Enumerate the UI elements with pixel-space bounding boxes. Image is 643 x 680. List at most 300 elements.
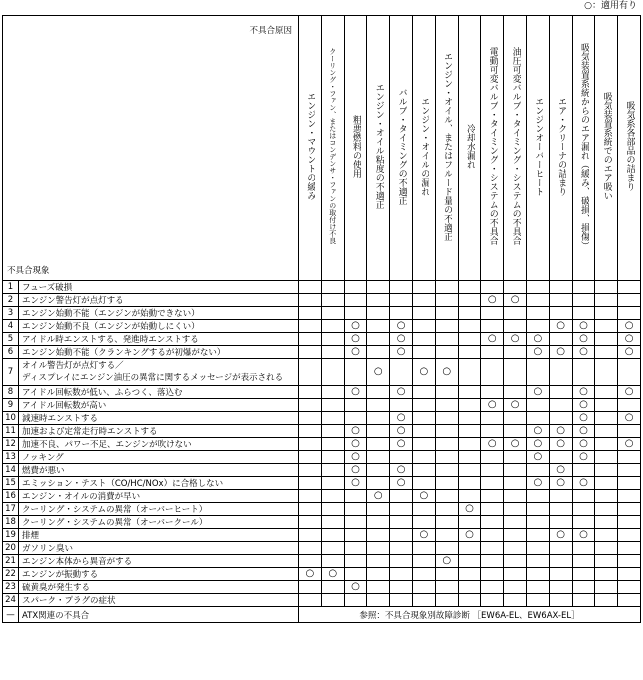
matrix-cell	[595, 594, 618, 607]
cause-column-header	[299, 16, 322, 281]
matrix-cell	[344, 568, 367, 581]
symptom-label: クーリング・システムの異常（オーバークール）	[19, 516, 299, 529]
matrix-cell	[367, 307, 390, 320]
matrix-cell	[458, 464, 481, 477]
symptom-cause-matrix	[2, 15, 641, 623]
applicable-mark-icon: ○	[373, 366, 383, 377]
matrix-cell	[572, 594, 595, 607]
matrix-cell	[321, 281, 344, 294]
matrix-cell	[299, 386, 322, 399]
matrix-cell	[504, 333, 527, 346]
symptom-label-line: ディスプレイにエンジン油圧の異常に関するメッセージが表示される	[22, 373, 284, 383]
symptom-label: 燃費が悪い	[19, 464, 299, 477]
matrix-cell	[299, 503, 322, 516]
matrix-cell	[458, 503, 481, 516]
matrix-cell	[618, 425, 641, 438]
matrix-cell	[435, 346, 458, 359]
applicable-mark-icon: ○	[396, 438, 406, 449]
matrix-cell	[435, 529, 458, 542]
matrix-cell	[390, 359, 413, 386]
matrix-cell	[321, 359, 344, 386]
table-row	[3, 438, 641, 451]
applicable-mark-icon: ○	[396, 333, 406, 344]
header-corner	[3, 16, 299, 281]
matrix-cell	[618, 503, 641, 516]
matrix-cell	[504, 555, 527, 568]
matrix-cell	[367, 359, 390, 386]
matrix-cell	[549, 359, 572, 386]
cause-column-header	[412, 16, 435, 281]
matrix-cell	[412, 451, 435, 464]
matrix-cell	[344, 581, 367, 594]
matrix-cell	[549, 542, 572, 555]
cause-label: エンジン・オイル粘度の不適正	[373, 83, 384, 209]
cause-column-header	[481, 16, 504, 281]
matrix-cell	[481, 490, 504, 503]
matrix-cell	[458, 307, 481, 320]
matrix-cell	[321, 594, 344, 607]
matrix-cell	[344, 412, 367, 425]
matrix-cell	[595, 542, 618, 555]
applicable-mark-icon: ○	[510, 399, 520, 410]
cause-label: エア・クリーナの詰まり	[556, 96, 567, 196]
matrix-cell	[367, 425, 390, 438]
matrix-cell	[526, 320, 549, 333]
matrix-cell	[549, 477, 572, 490]
matrix-cell	[412, 503, 435, 516]
cause-label: エンジンオーバーヒート	[533, 96, 544, 196]
matrix-cell	[412, 555, 435, 568]
matrix-cell	[344, 464, 367, 477]
table-row	[3, 333, 641, 346]
matrix-cell	[344, 425, 367, 438]
applicable-mark-icon: ○	[579, 438, 588, 449]
matrix-cell	[504, 542, 527, 555]
matrix-cell	[435, 294, 458, 307]
matrix-cell	[481, 529, 504, 542]
row-number: 20	[3, 542, 19, 555]
footer-row	[3, 607, 641, 623]
matrix-cell	[549, 516, 572, 529]
matrix-cell	[321, 399, 344, 412]
matrix-cell	[481, 386, 504, 399]
matrix-cell	[618, 333, 641, 346]
matrix-cell	[321, 346, 344, 359]
matrix-cell	[481, 594, 504, 607]
matrix-cell	[504, 477, 527, 490]
matrix-cell	[344, 503, 367, 516]
matrix-cell	[549, 555, 572, 568]
table-row	[3, 503, 641, 516]
matrix-cell	[299, 294, 322, 307]
matrix-cell	[299, 320, 322, 333]
matrix-cell	[367, 281, 390, 294]
matrix-cell	[344, 477, 367, 490]
applicable-mark-icon: ○	[351, 477, 360, 488]
applicable-mark-icon: ○	[510, 333, 520, 344]
matrix-cell	[504, 346, 527, 359]
applicable-mark-icon: ○	[487, 333, 497, 344]
matrix-cell	[618, 320, 641, 333]
matrix-cell	[526, 386, 549, 399]
matrix-cell	[549, 386, 572, 399]
matrix-cell	[390, 529, 413, 542]
matrix-cell	[321, 320, 344, 333]
applicable-mark-icon: ○	[579, 320, 588, 331]
matrix-cell	[526, 594, 549, 607]
matrix-cell	[367, 399, 390, 412]
applicable-mark-icon: ○	[533, 333, 543, 344]
matrix-cell	[618, 346, 641, 359]
cause-column-header	[458, 16, 481, 281]
matrix-cell	[618, 581, 641, 594]
matrix-cell	[526, 412, 549, 425]
matrix-cell	[595, 451, 618, 464]
symptom-label: エミッション・テスト（CO/HC/NOx）に合格しない	[19, 477, 299, 490]
matrix-cell	[526, 281, 549, 294]
matrix-cell	[481, 464, 504, 477]
matrix-cell	[595, 464, 618, 477]
table-row	[3, 386, 641, 399]
row-number: 18	[3, 516, 19, 529]
matrix-cell	[481, 516, 504, 529]
applicable-mark-icon: ○	[624, 386, 634, 397]
table-row	[3, 307, 641, 320]
applicable-mark-icon: ○	[373, 490, 383, 501]
matrix-cell	[435, 464, 458, 477]
matrix-cell	[299, 425, 322, 438]
matrix-cell	[618, 477, 641, 490]
cause-column-header	[595, 16, 618, 281]
applicable-mark-icon: ○	[396, 320, 406, 331]
applicable-mark-icon: ○	[556, 529, 566, 540]
table-row	[3, 529, 641, 542]
table-row	[3, 346, 641, 359]
symptom-label: ATX関連の不具合	[19, 607, 299, 623]
matrix-cell	[504, 529, 527, 542]
matrix-cell	[299, 516, 322, 529]
matrix-cell	[390, 568, 413, 581]
cause-column-header	[321, 16, 344, 281]
table-row	[3, 425, 641, 438]
row-number: 7	[3, 359, 19, 386]
symptom-label: エンジンが振動する	[19, 568, 299, 581]
matrix-cell	[572, 490, 595, 503]
row-number: 5	[3, 333, 19, 346]
row-number: 9	[3, 399, 19, 412]
cause-label: 吸気装置系統でのエア吸い	[601, 92, 612, 200]
matrix-cell	[299, 464, 322, 477]
table-row	[3, 581, 641, 594]
applicable-mark-icon: ○	[351, 451, 360, 462]
matrix-cell	[481, 477, 504, 490]
matrix-cell	[412, 568, 435, 581]
matrix-cell	[344, 320, 367, 333]
matrix-cell	[481, 438, 504, 451]
matrix-cell	[595, 281, 618, 294]
matrix-cell	[435, 399, 458, 412]
matrix-cell	[481, 294, 504, 307]
symptom-label: エンジン始動不能（エンジンが始動できない）	[19, 307, 299, 320]
matrix-cell	[390, 346, 413, 359]
matrix-cell	[344, 333, 367, 346]
matrix-cell	[504, 451, 527, 464]
cause-column-header	[526, 16, 549, 281]
matrix-cell	[458, 320, 481, 333]
matrix-cell	[526, 581, 549, 594]
matrix-cell	[481, 307, 504, 320]
applicable-mark-icon: ○	[351, 333, 360, 344]
matrix-cell	[595, 399, 618, 412]
cause-label: バルブ・タイミングの不適正	[396, 87, 407, 205]
matrix-cell	[390, 451, 413, 464]
matrix-cell	[412, 320, 435, 333]
legend: ○：適用有り	[584, 1, 637, 11]
matrix-cell	[299, 307, 322, 320]
row-number: 17	[3, 503, 19, 516]
matrix-cell	[412, 346, 435, 359]
matrix-cell	[458, 333, 481, 346]
matrix-cell	[549, 281, 572, 294]
matrix-cell	[526, 555, 549, 568]
matrix-cell	[504, 294, 527, 307]
matrix-cell	[618, 464, 641, 477]
matrix-cell	[458, 581, 481, 594]
row-number: 23	[3, 581, 19, 594]
matrix-cell	[390, 294, 413, 307]
matrix-cell	[595, 529, 618, 542]
applicable-mark-icon: ○	[351, 386, 360, 397]
matrix-cell	[412, 412, 435, 425]
applicable-mark-icon: ○	[556, 320, 566, 331]
matrix-cell	[595, 581, 618, 594]
matrix-cell	[549, 464, 572, 477]
matrix-cell	[299, 477, 322, 490]
matrix-cell	[435, 333, 458, 346]
applicable-mark-icon: ○	[533, 438, 543, 449]
matrix-cell	[481, 425, 504, 438]
row-number: 15	[3, 477, 19, 490]
matrix-cell	[367, 594, 390, 607]
matrix-cell	[572, 386, 595, 399]
applicable-mark-icon: ○	[351, 346, 360, 357]
matrix-cell	[344, 359, 367, 386]
symptom-label: アイドル回転数が低い、ふらつく、落込む	[19, 386, 299, 399]
symptom-label: 減速時エンストする	[19, 412, 299, 425]
matrix-cell	[344, 490, 367, 503]
matrix-cell	[435, 516, 458, 529]
matrix-cell	[526, 568, 549, 581]
table-row	[3, 464, 641, 477]
matrix-cell	[504, 307, 527, 320]
matrix-cell	[572, 438, 595, 451]
symptom-label: 硫黄臭が発生する	[19, 581, 299, 594]
matrix-cell	[526, 490, 549, 503]
matrix-cell	[367, 516, 390, 529]
matrix-cell	[549, 594, 572, 607]
matrix-cell	[572, 333, 595, 346]
matrix-cell	[549, 529, 572, 542]
matrix-cell	[367, 464, 390, 477]
applicable-mark-icon: ○	[396, 477, 406, 488]
matrix-cell	[435, 386, 458, 399]
matrix-cell	[390, 281, 413, 294]
matrix-cell	[526, 464, 549, 477]
matrix-cell	[526, 425, 549, 438]
matrix-cell	[321, 464, 344, 477]
matrix-cell	[526, 346, 549, 359]
matrix-cell	[435, 451, 458, 464]
applicable-mark-icon: ○	[556, 425, 566, 436]
matrix-cell	[344, 438, 367, 451]
applicable-mark-icon: ○	[624, 346, 634, 357]
table-row	[3, 399, 641, 412]
matrix-cell	[526, 359, 549, 386]
table-row	[3, 320, 641, 333]
matrix-cell	[618, 359, 641, 386]
applicable-mark-icon: ○	[419, 529, 429, 540]
matrix-cell	[595, 320, 618, 333]
matrix-cell	[412, 425, 435, 438]
matrix-cell	[549, 294, 572, 307]
matrix-cell	[367, 529, 390, 542]
matrix-cell	[458, 477, 481, 490]
matrix-cell	[504, 594, 527, 607]
applicable-mark-icon: ○	[442, 366, 452, 377]
table-row	[3, 568, 641, 581]
matrix-cell	[321, 529, 344, 542]
matrix-cell	[412, 516, 435, 529]
applicable-mark-icon: ○	[556, 477, 566, 488]
matrix-cell	[367, 477, 390, 490]
matrix-cell	[299, 542, 322, 555]
matrix-cell	[299, 359, 322, 386]
symptom-label	[19, 359, 299, 386]
row-number: 11	[3, 425, 19, 438]
matrix-cell	[481, 359, 504, 386]
matrix-cell	[412, 307, 435, 320]
applicable-mark-icon: ○	[579, 529, 588, 540]
symptom-label: 加速不良、パワー不足、エンジンが吹けない	[19, 438, 299, 451]
matrix-cell	[526, 477, 549, 490]
matrix-cell	[504, 359, 527, 386]
cause-label: 粗悪燃料の使用	[350, 114, 361, 178]
applicable-mark-icon: ○	[624, 438, 634, 449]
symptom-label: フューズ破損	[19, 281, 299, 294]
matrix-cell	[526, 503, 549, 516]
matrix-cell	[618, 451, 641, 464]
matrix-cell	[344, 399, 367, 412]
symptom-label: アイドル時エンストする、発進時エンストする	[19, 333, 299, 346]
applicable-mark-icon: ○	[624, 320, 634, 331]
applicable-mark-icon: ○	[624, 333, 634, 344]
matrix-cell	[595, 386, 618, 399]
matrix-cell	[618, 399, 641, 412]
matrix-cell	[458, 386, 481, 399]
matrix-cell	[572, 346, 595, 359]
matrix-cell	[412, 594, 435, 607]
row-number: 14	[3, 464, 19, 477]
applicable-mark-icon: ○	[556, 346, 566, 357]
matrix-cell	[367, 346, 390, 359]
matrix-cell	[299, 281, 322, 294]
matrix-cell	[618, 412, 641, 425]
symptom-label: ノッキング	[19, 451, 299, 464]
matrix-cell	[572, 294, 595, 307]
matrix-cell	[367, 568, 390, 581]
matrix-cell	[412, 464, 435, 477]
matrix-cell	[504, 503, 527, 516]
matrix-cell	[367, 294, 390, 307]
matrix-cell	[572, 464, 595, 477]
matrix-cell	[367, 333, 390, 346]
table-row	[3, 412, 641, 425]
applicable-mark-icon: ○	[579, 425, 588, 436]
row-number: 4	[3, 320, 19, 333]
matrix-cell	[481, 555, 504, 568]
matrix-cell	[481, 412, 504, 425]
applicable-mark-icon: ○	[465, 529, 474, 540]
matrix-cell	[435, 568, 458, 581]
matrix-cell	[344, 555, 367, 568]
matrix-cell	[504, 425, 527, 438]
matrix-cell	[526, 333, 549, 346]
matrix-cell	[412, 294, 435, 307]
matrix-cell	[458, 555, 481, 568]
applicable-mark-icon: ○	[533, 425, 543, 436]
matrix-cell	[435, 320, 458, 333]
matrix-cell	[390, 412, 413, 425]
matrix-cell	[412, 477, 435, 490]
matrix-cell	[595, 333, 618, 346]
row-number: 13	[3, 451, 19, 464]
matrix-cell	[344, 529, 367, 542]
matrix-cell	[481, 346, 504, 359]
applicable-mark-icon: ○	[579, 346, 588, 357]
applicable-mark-icon: ○	[487, 438, 497, 449]
matrix-cell	[390, 438, 413, 451]
matrix-cell	[572, 581, 595, 594]
row-number: —	[3, 607, 19, 623]
matrix-cell	[390, 399, 413, 412]
matrix-cell	[435, 477, 458, 490]
matrix-cell	[390, 464, 413, 477]
matrix-cell	[504, 281, 527, 294]
applicable-mark-icon: ○	[351, 438, 360, 449]
matrix-cell	[299, 581, 322, 594]
table-row	[3, 490, 641, 503]
matrix-cell	[572, 425, 595, 438]
matrix-cell	[458, 438, 481, 451]
matrix-cell	[299, 594, 322, 607]
row-number: 24	[3, 594, 19, 607]
matrix-cell	[435, 281, 458, 294]
symptom-label: スパーク・プラグの症状	[19, 594, 299, 607]
matrix-cell	[367, 451, 390, 464]
matrix-cell	[412, 490, 435, 503]
matrix-cell	[299, 568, 322, 581]
matrix-cell	[572, 307, 595, 320]
applicable-mark-icon: ○	[533, 346, 543, 357]
symptom-title: 不具合現象	[7, 266, 50, 276]
applicable-mark-icon: ○	[351, 425, 360, 436]
matrix-cell	[572, 555, 595, 568]
matrix-cell	[572, 399, 595, 412]
applicable-mark-icon: ○	[624, 412, 634, 423]
matrix-cell	[504, 490, 527, 503]
matrix-cell	[412, 333, 435, 346]
applicable-mark-icon: ○	[556, 464, 566, 475]
